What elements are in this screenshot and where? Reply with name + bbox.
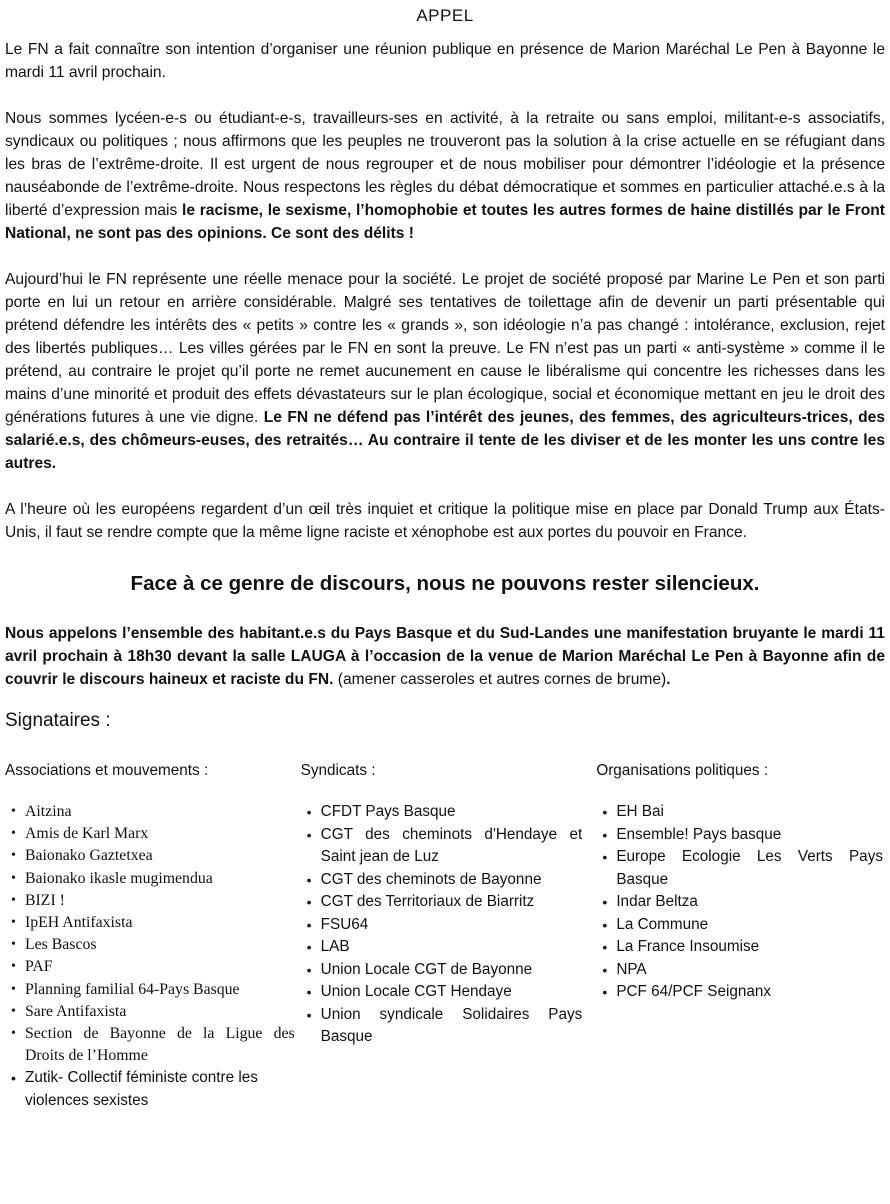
- list-item: • FSU64: [301, 914, 583, 937]
- column-heading: Associations et mouvements :: [5, 762, 209, 779]
- list-item: • Section de Bayonne de la Ligue des Droits de l’Homme: [5, 1023, 301, 1067]
- list-item: • EH Bai: [596, 801, 883, 824]
- list-item: • PAF: [5, 956, 301, 978]
- column-syndicats: [301, 759, 597, 1112]
- paragraph-call: [5, 622, 885, 691]
- list-item: • Union Locale CGT Hendaye: [301, 981, 583, 1004]
- list-item: • Aitzina: [5, 801, 301, 823]
- list-item: • La Commune: [596, 914, 883, 937]
- call-end: .: [666, 671, 671, 688]
- list-item: • Planning familial 64-Pays Basque: [5, 979, 301, 1001]
- list-item: • Europe Ecologie Les Verts Pays Basque: [596, 846, 883, 891]
- list-item: • Les Bascos: [5, 934, 301, 956]
- paragraph-text: Aujourd’hui le FN représente une réelle menace pour la société. Le projet de société proposé par Marine Le Pen et son parti porte en lui un retour en arrière considérable. Malgré ses tentatives de toilettage afin de devenir un parti présentable qui prétend défendre les intérêts des « petits » contre les « grands », son idéologie n’a pas changé : intolérance, exclusion, rejet des libertés publiques… Les villes gérées par le FN en sont la preuve. Le FN n’est pas un parti « anti-système » comme il le prétend, au contraire le projet qu’il porte ne remet aucunement en cause le libéralisme qui concentre les richesses dans les mains d’une minorité et produit des effets dévastateurs sur le plan écologique, social et économique mettant en jeu le droit des générations futures à une vie digne.: [5, 271, 885, 426]
- associations-list: [5, 801, 301, 1112]
- call-note: (amener casseroles et autres cornes de brume): [333, 671, 667, 688]
- list-item: • Indar Beltza: [596, 891, 883, 914]
- list-item: • Baionako Gaztetxea: [5, 845, 301, 867]
- list-item: • CGT des Territoriaux de Biarritz: [301, 891, 583, 914]
- list-item: • Baionako ikasle mugimendua: [5, 868, 301, 890]
- syndicats-list: [301, 801, 597, 1049]
- signatories-columns: [5, 759, 885, 1112]
- list-item: • PCF 64/PCF Seignanx: [596, 981, 883, 1004]
- list-item: • LAB: [301, 936, 583, 959]
- list-item: • BIZI !: [5, 890, 301, 912]
- list-item: • CGT des cheminots de Bayonne: [301, 869, 583, 892]
- column-associations: [5, 759, 301, 1112]
- list-item: • La France Insoumise: [596, 936, 883, 959]
- column-organisations-politiques: [596, 759, 885, 1112]
- list-item: • Union Locale CGT de Bayonne: [301, 959, 583, 982]
- paragraph-fn-threat: [5, 268, 885, 475]
- list-item: • NPA: [596, 959, 883, 982]
- list-item: • CGT des cheminots d'Hendaye et Saint jean de Luz: [301, 824, 583, 869]
- headline: Face à ce genre de discours, nous ne pouvons rester silencieux.: [130, 572, 760, 595]
- list-item: • CFDT Pays Basque: [301, 801, 583, 824]
- paragraph-bold-text: Le FN ne défend pas l’intérêt des jeunes, des femmes, des agriculteurs-trices, des salarié.e.s, des chômeurs-euses, des retraités… Au contraire il tente de les diviser et de les monter les uns contre les autres.: [5, 409, 885, 472]
- document-page: [0, 4, 890, 1204]
- document-title: APPEL: [416, 6, 474, 25]
- list-item: • Union syndicale Solidaires Pays Basque: [301, 1004, 583, 1049]
- list-item: • Zutik- Collectif féministe contre les violences sexistes: [5, 1067, 301, 1111]
- call-bold-text: Nous appelons l’ensemble des habitant.e.s du Pays Basque et du Sud-Landes une manifestation bruyante le mardi 11 avril prochain à 18h30 devant la salle LAUGA à l’occasion de la venue de Marion Maréchal Le Pen à Bayonne afin de couvrir le discours haineux et raciste du FN.: [5, 625, 885, 688]
- list-item: • Amis de Karl Marx: [5, 823, 301, 845]
- paragraph-bold-text: le racisme, le sexisme, l’homophobie et toutes les autres formes de haine distillés par le Front National, ne sont pas des opinions. Ce sont des délits !: [5, 202, 885, 242]
- paragraph-intro: Le FN a fait connaître son intention d’organiser une réunion publique en présence de Marion Maréchal Le Pen à Bayonne le mardi 11 avril prochain.: [5, 41, 885, 81]
- paragraph-who-we-are: [5, 107, 885, 245]
- paragraph-trump: A l’heure où les européens regardent d’un œil très inquiet et critique la politique mise en place par Donald Trump aux États-Unis, il faut se rendre compte que la même ligne raciste et xénophobe est aux portes du pouvoir en France.: [5, 501, 885, 541]
- organisations-list: [596, 801, 885, 1004]
- signataires-title: Signataires :: [5, 710, 111, 731]
- paragraph-text: Nous sommes lycéen-e-s ou étudiant-e-s, travailleurs-ses en activité, à la retraite ou sans emploi, militant-e-s associatifs, syndicaux ou politiques ; nous affirmons que les peuples ne trouveront pas la solution à la crise actuelle en se réfugiant dans les bras de l’extrême-droite. Il est urgent de nous regrouper et de nous mobiliser pour démontrer l’idéologie et la présence nauséabonde de l’extrême-droite. Nous respectons les règles du débat démocratique et sommes en particulier attaché.e.s à la liberté d’expression mais: [5, 110, 885, 219]
- list-item: • IpEH Antifaxista: [5, 912, 301, 934]
- column-heading: Syndicats :: [300, 762, 376, 779]
- list-item: • Ensemble! Pays basque: [596, 824, 883, 847]
- list-item: • Sare Antifaxista: [5, 1001, 301, 1023]
- column-heading: Organisations politiques :: [596, 762, 769, 779]
